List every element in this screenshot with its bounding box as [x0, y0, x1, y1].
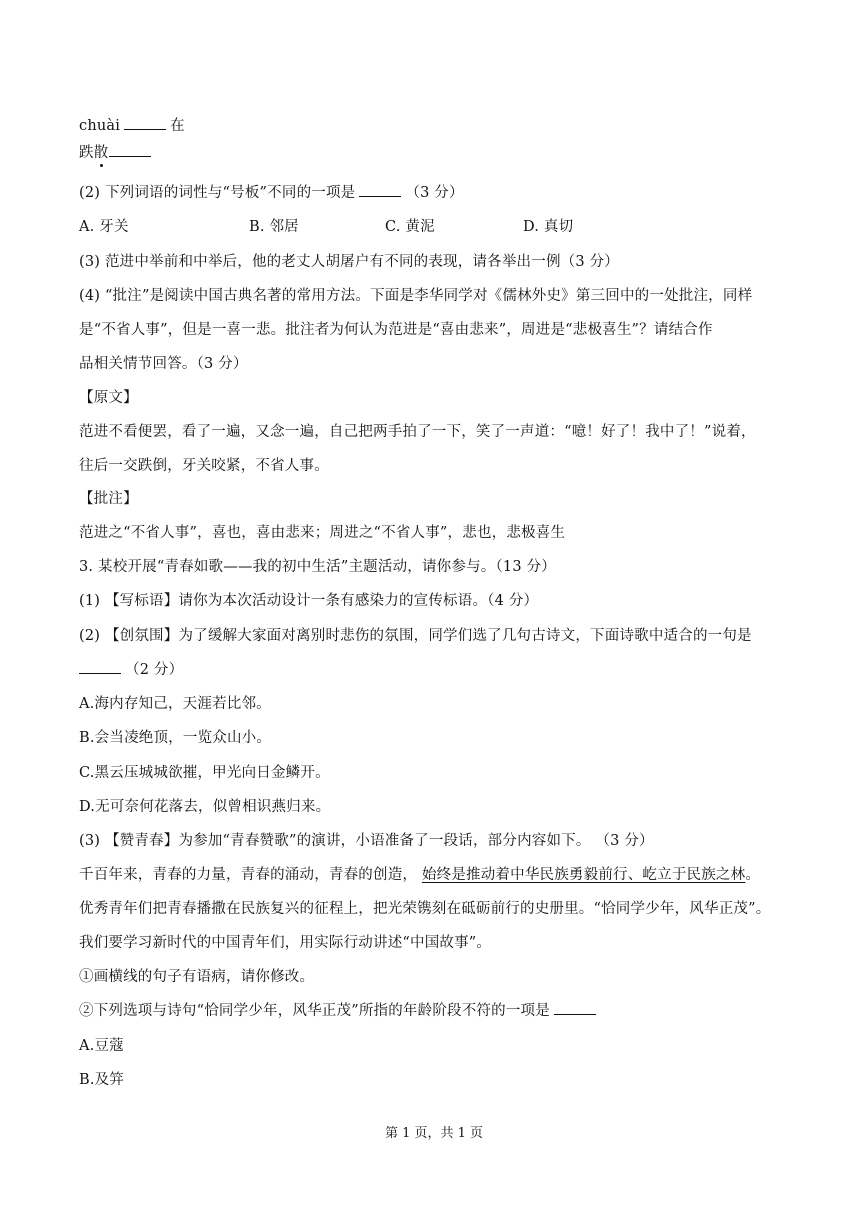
question-3-2-option-b: B.会当凌绝顶，一览众山小。 — [79, 730, 272, 746]
score-text: （3 分） — [405, 185, 464, 201]
speech-line2: 优秀青年们把青春播撒在民族复兴的征程上，把光荣镌刻在砥砺前行的史册里。“恰同学少年，风华正茂”。 — [79, 901, 771, 917]
pizhu-text: 范进之“不省人事”，喜也，喜由悲来；周进之“不省人事”，悲也，悲极喜生 — [79, 525, 566, 541]
question-2-4-line3: 品相关情节回答。（3 分） — [79, 356, 248, 372]
speech-text: 千百年来，青春的力量，青春的涌动，青春的创造， — [79, 867, 418, 883]
dotted-character: 散 — [93, 145, 109, 161]
answer-blank — [554, 1001, 596, 1015]
question-2-2 — [79, 183, 789, 203]
sub-question-1: ①画横线的句子有语病，请你修改。 — [79, 969, 315, 985]
question-2-4-line2: 是“不省人事”，但是一喜一悲。批注者为何认为范进是“喜由悲来”，周进是“悲极喜生”？请结合作 — [79, 322, 713, 338]
yuanwen-line2: 往后一交跌倒，牙关咬紧，不省人事。 — [79, 458, 329, 474]
option-b: B. 邻居 — [249, 219, 299, 235]
sub-question-2 — [79, 1001, 789, 1021]
question-3-2-option-a: A.海内存知己，天涯若比邻。 — [79, 696, 271, 712]
option-a: A. 牙关 — [79, 219, 129, 235]
yuanwen-heading: 【原文】 — [79, 390, 138, 406]
word-text: 跌 — [79, 145, 94, 161]
question-2-2-options — [79, 217, 789, 237]
answer-blank — [124, 116, 166, 130]
word-line — [79, 143, 789, 163]
option-c: C. 黄泥 — [385, 219, 435, 235]
page-footer: 第 1 页，共 1 页 — [384, 1126, 484, 1141]
question-3-3: (3) 【赞青春】为参加“青春赞歌”的演讲，小语准备了一段话，部分内容如下。 （3 分） — [79, 833, 654, 849]
score-text: （2 分） — [125, 662, 184, 678]
pinyin-text: chuài — [79, 118, 121, 134]
question-text: ②下列选项与诗句“恰同学少年，风华正茂”所指的年龄阶段不符的一项是 — [79, 1003, 550, 1019]
question-3-1: (1) 【写标语】请你为本次活动设计一条有感染力的宣传标语。（4 分） — [79, 593, 539, 609]
question-2-4-line1: (4) “批注”是阅读中国古典名著的常用方法。下面是李华同学对《儒林外史》第三回中的一处批注，同样 — [79, 288, 753, 304]
question-text: (2) 下列词语的词性与“号板”不同的一项是 — [79, 185, 356, 201]
question-2-3: (3) 范进中举前和中举后，他的老丈人胡屠户有不同的表现，请各举出一例（3 分） — [79, 254, 619, 270]
answer-blank — [359, 183, 401, 197]
question-3-2-option-c: C.黑云压城城欲摧，甲光向日金鳞开。 — [79, 765, 330, 781]
question-3-2-option-d: D.无可奈何花落去，似曾相识燕归来。 — [79, 799, 331, 815]
pizhu-heading: 【批注】 — [79, 491, 138, 507]
answer-blank — [109, 143, 151, 157]
sub-question-2-option-a: A.豆蔻 — [79, 1038, 124, 1054]
underlined-sentence: 始终是推动着中华民族勇毅前行、屹立于民族之林 — [421, 867, 746, 883]
pinyin-line — [79, 116, 789, 136]
option-d: D. 真切 — [523, 219, 574, 235]
pinyin-tail: 在 — [170, 118, 185, 134]
speech-line1 — [79, 865, 789, 885]
yuanwen-line1: 范进不看便罢，看了一遍，又念一遍，自己把两手拍了一下，笑了一声道：“噫！好了！我中了！”说着， — [79, 424, 756, 440]
question-3: 3. 某校开展“青春如歌——我的初中生活”主题活动，请你参与。（13 分） — [79, 559, 556, 575]
answer-blank — [79, 660, 121, 674]
speech-line3: 我们要学习新时代的中国青年们，用实际行动讲述“中国故事”。 — [79, 935, 492, 951]
question-3-2-line2 — [79, 660, 789, 680]
speech-punct: 。 — [745, 867, 761, 883]
sub-question-2-option-b: B.及笄 — [79, 1072, 125, 1088]
question-3-2-line1: (2) 【创氛围】为了缓解大家面对离别时悲伤的氛围，同学们选了几句古诗文，下面诗歌中适合的一句是 — [79, 628, 752, 644]
